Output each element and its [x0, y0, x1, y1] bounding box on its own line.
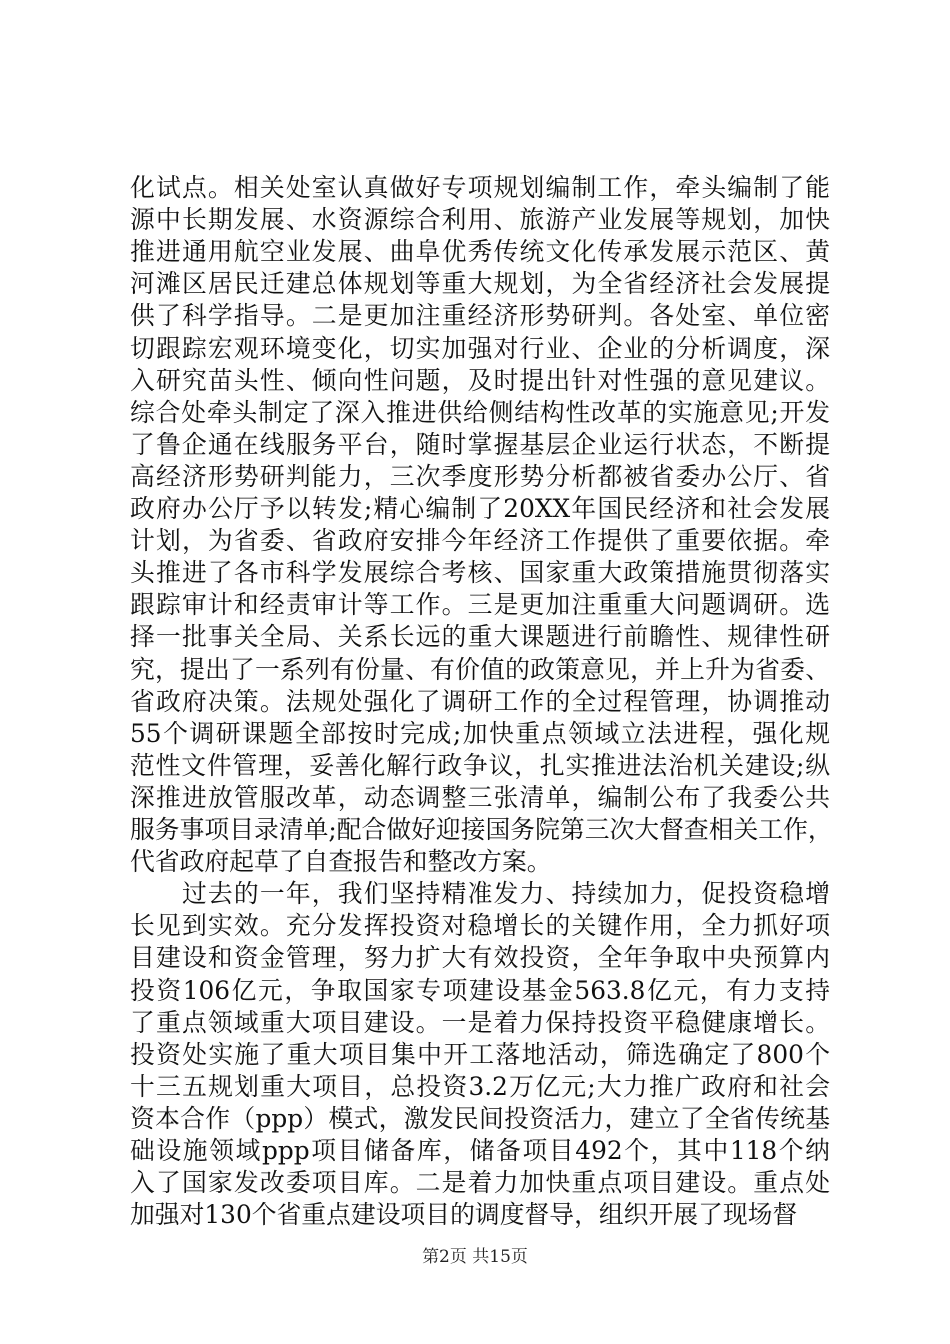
text-line: 55个调研课题全部按时完成;加快重点领域立法进程，强化规 [130, 718, 830, 748]
text-line: 了重点领域重大项目建设。一是着力保持投资平稳健康增长。 [130, 1007, 830, 1037]
text-line: 头推进了各市科学发展综合考核、国家重大政策措施贯彻落实 [130, 558, 830, 588]
text-line: 入研究苗头性、倾向性问题，及时提出针对性强的意见建议。 [130, 365, 830, 395]
text-line: 础设施领域ppp项目储备库，储备项目492个，其中118个纳 [130, 1136, 830, 1165]
text-line: 究，提出了一系列有份量、有价值的政策意见，并上升为省委、 [130, 654, 830, 684]
text-line: 切跟踪宏观环境变化，切实加强对行业、企业的分析调度，深 [130, 333, 830, 363]
text-line: 河滩区居民迁建总体规划等重大规划，为全省经济社会发展提 [130, 269, 830, 299]
text-line: 化试点。相关处室认真做好专项规划编制工作，牵头编制了能 [130, 173, 830, 202]
text-line: 源中长期发展、水资源综合利用、旅游产业发展等规划，加快 [130, 205, 830, 235]
text-line: 了鲁企通在线服务平台，随时掌握基层企业运行状态，不断提 [130, 429, 830, 459]
text-line: 投资106亿元，争取国家专项建设基金563.8亿元，有力支持 [130, 975, 830, 1005]
text-line: 投资处实施了重大项目集中开工落地活动，筛选确定了800个 [130, 1039, 830, 1069]
text-line: 深推进放管服改革，动态调整三张清单，编制公布了我委公共 [130, 782, 830, 812]
text-line: 入了国家发改委项目库。二是着力加快重点项目建设。重点处 [130, 1168, 830, 1198]
text-line: 加强对130个省重点建设项目的调度督导，组织开展了现场督 [130, 1200, 798, 1230]
text-line: 综合处牵头制定了深入推进供给侧结构性改革的实施意见;开发 [130, 397, 830, 427]
text-line: 推进通用航空业发展、曲阜优秀传统文化传承发展示范区、黄 [130, 237, 830, 267]
text-line: 目建设和资金管理，努力扩大有效投资，全年争取中央预算内 [130, 943, 830, 973]
text-line: 资本合作（ppp）模式，激发民间投资活力，建立了全省传统基 [130, 1103, 830, 1133]
text-line: 供了科学指导。二是更加注重经济形势研判。各处室、单位密 [130, 301, 830, 331]
text-line: 计划，为省委、省政府安排今年经济工作提供了重要依据。牵 [130, 526, 830, 556]
text-line: 服务事项目录清单;配合做好迎接国务院第三次大督查相关工作， [130, 815, 833, 844]
text-line: 政府办公厅予以转发;精心编制了20XX年国民经济和社会发展 [130, 494, 830, 523]
text-line: 范性文件管理，妥善化解行政争议，扎实推进法治机关建设;纵 [130, 750, 830, 780]
page-footer: 第2页 共15页 [422, 1247, 528, 1267]
text-line: 高经济形势研判能力，三次季度形势分析都被省委办公厅、省 [130, 461, 830, 491]
text-line: 跟踪审计和经责审计等工作。三是更加注重重大问题调研。选 [130, 590, 830, 620]
text-line: 代省政府起草了自查报告和整改方案。 [130, 847, 552, 877]
text-line: 十三五规划重大项目，总投资3.2万亿元;大力推广政府和社会 [130, 1071, 830, 1101]
text-line: 省政府决策。法规处强化了调研工作的全过程管理，协调推动 [130, 686, 830, 716]
text-line: 长见到实效。充分发挥投资对稳增长的关键作用，全力抓好项 [130, 911, 830, 941]
text-line: 过去的一年，我们坚持精准发力、持续加力，促投资稳增 [130, 879, 830, 909]
text-line: 择一批事关全局、关系长远的重大课题进行前瞻性、规律性研 [130, 622, 830, 652]
